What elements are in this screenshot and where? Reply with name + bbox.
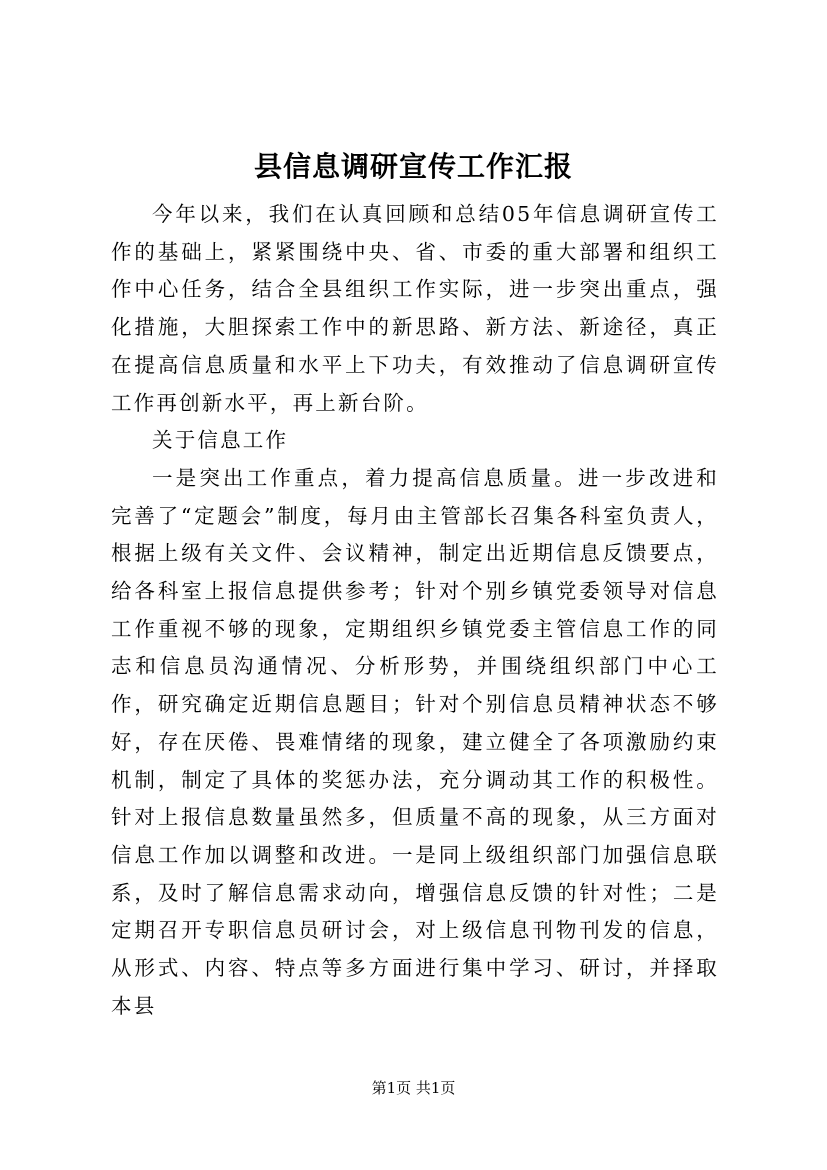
document-body (111, 196, 719, 1025)
paragraph-section-heading: 关于信息工作 (152, 428, 289, 453)
document-title: 县信息调研宣传工作汇报 (253, 150, 573, 183)
page-footer: 第1页 共1页 (371, 1079, 456, 1097)
paragraph-intro: 今年以来，我们在认真回顾和总结05年信息调研宣传工作的基础上，紧紧围绕中央、省、市委的重大部署和组织工作中心任务，结合全县组织工作实际，进一步突出重点，强化措施，大胆探索工作中的新思路、新方法、新途径，真正在提高信息质量和水平上下功夫，有效推动了信息调研宣传工作再创新水平，再上新台阶。 (111, 202, 719, 415)
paragraph-point-one: 一是突出工作重点，着力提高信息质量。进一步改进和完善了“定题会”制度，每月由主管部长召集各科室负责人，根据上级有关文件、会议精神，制定出近期信息反馈要点，给各科室上报信息提供参考；针对个别乡镇党委领导对信息工作重视不够的现象，定期组织乡镇党委主管信息工作的同志和信息员沟通情况、分析形势，并围绕组织部门中心工作，研究确定近期信息题目；针对个别信息员精神状态不够好，存在厌倦、畏难情绪的现象，建立健全了各项激励约束机制，制定了具体的奖惩办法，充分调动其工作的积极性。针对上报信息数量虽然多，但质量不高的现象，从三方面对信息工作加以调整和改进。一是同上级组织部门加强信息联系，及时了解信息需求动向，增强信息反馈的针对性；二是定期召开专职信息员研讨会，对上级信息刊物刊发的信息，从形式、内容、特点等多方面进行集中学习、研讨，并择取本县 (111, 465, 719, 1018)
